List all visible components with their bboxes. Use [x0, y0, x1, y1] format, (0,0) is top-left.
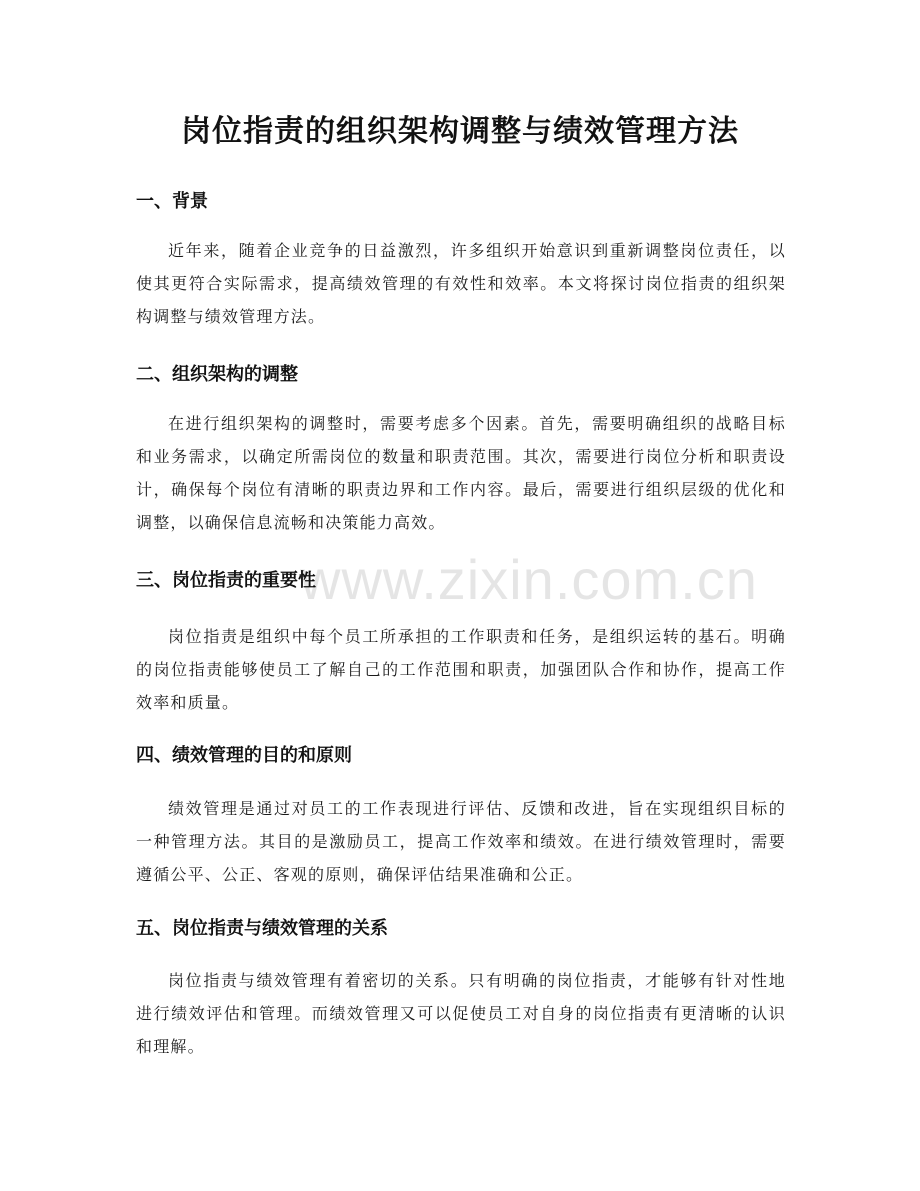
section-heading-importance: 三、岗位指责的重要性 — [136, 570, 316, 591]
page-title: 岗位指责的组织架构调整与绩效管理方法 — [181, 114, 739, 149]
section-heading-performance: 四、绩效管理的目的和原则 — [136, 745, 352, 766]
watermark: www.zixin.com.cn — [300, 548, 758, 611]
section-paragraph-org-structure: 在进行组织架构的调整时，需要考虑多个因素。首先，需要明确组织的战略目标和业务需求，以确定所需岗位的数量和职责范围。其次，需要进行岗位分析和职责设计，确保每个岗位有清晰的职责边界和工作内容。最后，需要进行组织层级的优化和调整，以确保信息流畅和决策能力高效。 — [136, 414, 786, 532]
section-paragraph-performance: 绩效管理是通过对员工的工作表现进行评估、反馈和改进，旨在实现组织目标的一种管理方法。其目的是激励员工，提高工作效率和绩效。在进行绩效管理时，需要遵循公平、公正、客观的原则，确保评估结果准确和公正。 — [136, 799, 786, 884]
section-paragraph-importance: 岗位指责是组织中每个员工所承担的工作职责和任务，是组织运转的基石。明确的岗位指责能够使员工了解自己的工作范围和职责，加强团队合作和协作，提高工作效率和质量。 — [136, 627, 786, 712]
section-heading-background: 一、背景 — [136, 191, 208, 212]
section-heading-org-structure: 二、组织架构的调整 — [136, 364, 298, 385]
section-heading-relationship: 五、岗位指责与绩效管理的关系 — [136, 918, 388, 939]
section-paragraph-relationship: 岗位指责与绩效管理有着密切的关系。只有明确的岗位指责，才能够有针对性地进行绩效评估和管理。而绩效管理又可以促使员工对自身的岗位指责有更清晰的认识和理解。 — [136, 971, 786, 1056]
section-paragraph-background: 近年来，随着企业竞争的日益激烈，许多组织开始意识到重新调整岗位责任，以使其更符合实际需求，提高绩效管理的有效性和效率。本文将探讨岗位指责的组织架构调整与绩效管理方法。 — [136, 241, 786, 326]
